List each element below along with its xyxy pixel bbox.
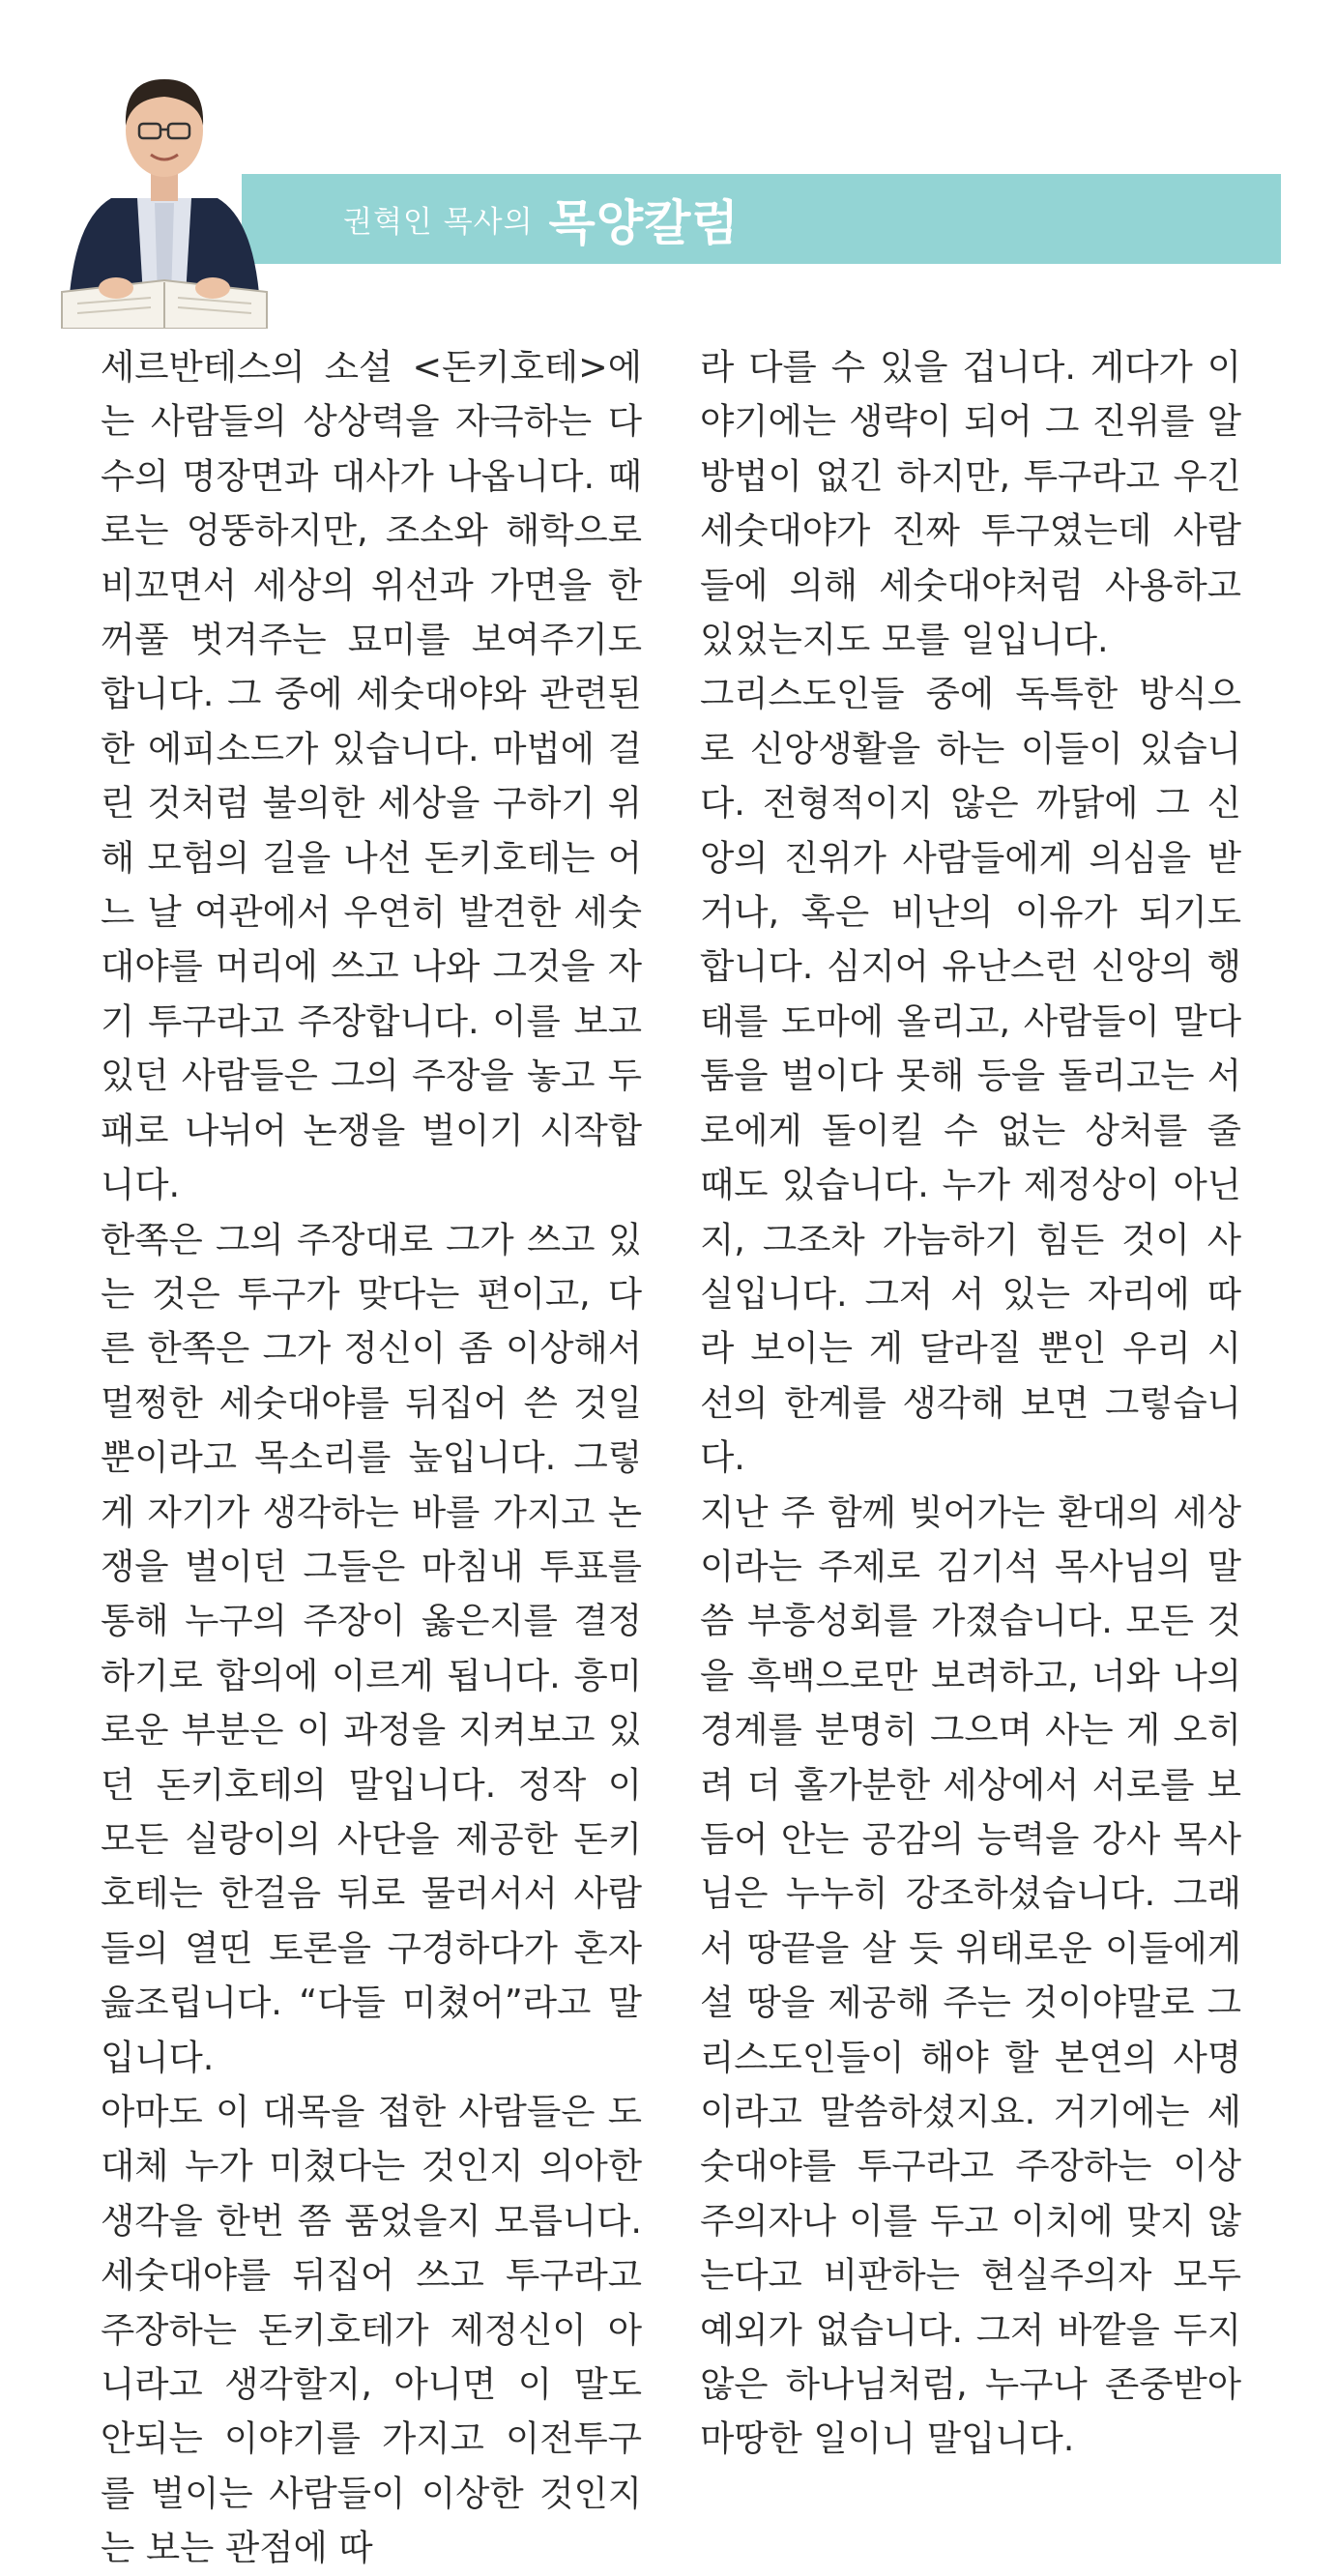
column-right — [700, 340, 1241, 2467]
paragraph: 지난 주 함께 빚어가는 환대의 세상이라는 주제로 김기석 목사님의 말씀 부흥성회를 가졌습니다. 모든 것을 흑백으로만 보려하고, 너와 나의 경계를 분명히 그으며 사는 게 오히려 더 홀가분한 세상에서 서로를 보듬어 안는 공감의 능력을 강사 목사님은 누누히 강조하셨습니다. 그래서 땅끝을 살 듯 위태로운 이들에게 설 땅을 제공해 주는 것이야말로 그리스도인들이 해야 할 본연의 사명이라고 말씀하셨지요. 거기에는 세숫대야를 투구라고 주장하는 이상주의자나 이를 두고 이치에 맞지 않는다고 비판하는 현실주의자 모두 예외가 없습니다. 그저 바깥을 두지 않은 하나님처럼, 누구나 존중받아 마땅한 일이니 말입니다. — [700, 1491, 1241, 2460]
paragraph: 라 다를 수 있을 겁니다. 게다가 이야기에는 생략이 되어 그 진위를 알 방법이 없긴 하지만, 투구라고 우긴 세숫대야가 진짜 투구였는데 사람들에 의해 세숫대야처럼 사용하고 있었는지도 모를 일입니다. — [700, 346, 1241, 661]
paragraph: 아마도 이 대목을 접한 사람들은 도대체 누가 미쳤다는 것인지 의아한 생각을 한번 쯤 품었을지 모릅니다. 세숫대야를 뒤집어 쓰고 투구라고 주장하는 돈키호테가 제정신이 아니라고 생각할지, 아니면 이 말도 안되는 이야기를 가지고 이전투구를 벌이는 사람들이 이상한 것인지는 보는 관점에 따 — [101, 2091, 642, 2569]
header-subtitle: 권혁인 목사의 — [343, 205, 534, 240]
column-header — [343, 174, 740, 264]
paragraph: 그리스도인들 중에 독특한 방식으로 신앙생활을 하는 이들이 있습니다. 전형적이지 않은 까닭에 그 신앙의 진위가 사람들에게 의심을 받거나, 혹은 비난의 이유가 되기도 합니다. 심지어 유난스런 신앙의 행태를 도마에 올리고, 사람들이 말다툼을 벌이다 못해 등을 돌리고는 서로에게 돌이킬 수 없는 상처를 줄 때도 있습니다. 누가 제정상이 아닌지, 그조차 가늠하기 힘든 것이 사실입니다. 그저 서 있는 자리에 따라 보이는 게 달라질 뿐인 우리 시선의 한계를 생각해 보면 그렇습니다. — [700, 673, 1241, 1479]
paragraph: 세르반테스의 소설 <돈키호테>에는 사람들의 상상력을 자극하는 다수의 명장면과 대사가 나옵니다. 때로는 엉뚱하지만, 조소와 해학으로 비꼬면서 세상의 위선과 가면을 한꺼풀 벗겨주는 묘미를 보여주기도 합니다. 그 중에 세숫대야와 관련된 한 에피소드가 있습니다. 마법에 걸린 것처럼 불의한 세상을 구하기 위해 모험의 길을 나선 돈키호테는 어느 날 여관에서 우연히 발견한 세숫대야를 머리에 쓰고 나와 그것을 자기 투구라고 주장합니다. 이를 보고 있던 사람들은 그의 주장을 놓고 두 패로 나뉘어 논쟁을 벌이기 시작합니다. — [101, 346, 642, 1206]
header-title: 목양칼럼 — [548, 194, 740, 251]
paragraph: 한쪽은 그의 주장대로 그가 쓰고 있는 것은 투구가 맞다는 편이고, 다른 한쪽은 그가 정신이 좀 이상해서 멀쩡한 세숫대야를 뒤집어 쓴 것일 뿐이라고 목소리를 높입니다. 그렇게 자기가 생각하는 바를 가지고 논쟁을 벌이던 그들은 마침내 투표를 통해 누구의 주장이 옳은지를 결정하기로 합의에 이르게 됩니다. 흥미로운 부분은 이 과정을 지켜보고 있던 돈키호테의 말입니다. 정작 이 모든 실랑이의 사단을 제공한 돈키호테는 한걸음 뒤로 물러서서 사람들의 열띤 토론을 구경하다가 혼자 읊조립니다. “다들 미쳤어”라고 말입니다. — [101, 1218, 642, 2078]
column-left — [101, 340, 642, 2576]
author-portrait-image — [58, 39, 271, 329]
